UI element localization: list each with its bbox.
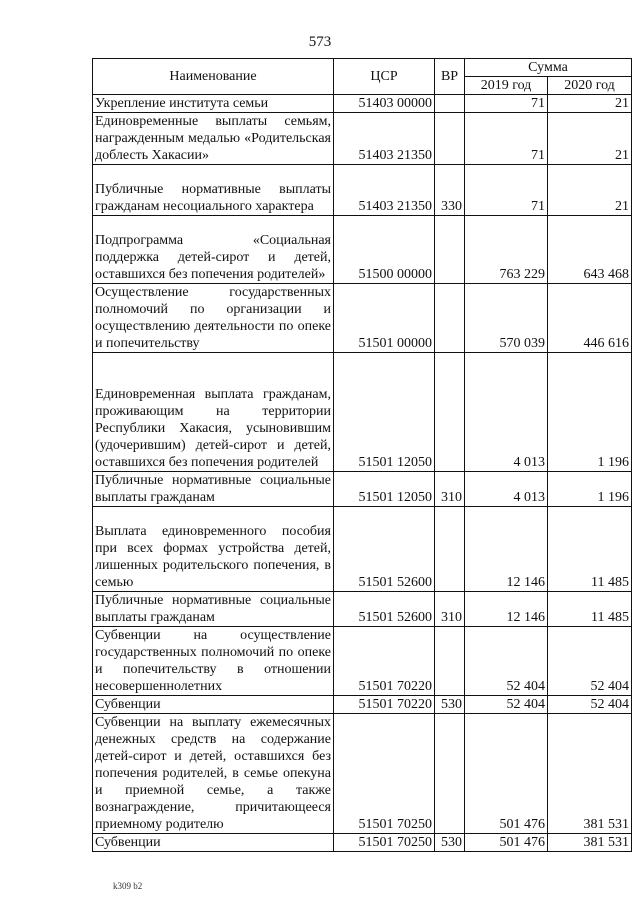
row-sum-2019: 52 404 xyxy=(465,627,548,696)
row-name: Публичные нормативные социальные выплаты гражданам xyxy=(93,592,334,627)
table-row xyxy=(93,472,632,507)
row-csr: 51501 00000 xyxy=(334,284,435,353)
row-vr xyxy=(435,95,465,113)
row-sum-2019: 501 476 xyxy=(465,834,548,852)
row-csr: 51500 00000 xyxy=(334,216,435,284)
table-row xyxy=(93,165,632,216)
row-name: Подпрограмма «Социальная поддержка детей-сирот и детей, оставшихся без попечения родителей» xyxy=(93,216,334,284)
row-vr xyxy=(435,507,465,592)
row-vr: 310 xyxy=(435,472,465,507)
row-name: Единовременные выплаты семьям, награжденным медалью «Родительская доблесть Хакасии» xyxy=(93,113,334,165)
row-sum-2019: 4 013 xyxy=(465,472,548,507)
header-2019: 2019 год xyxy=(465,77,548,95)
header-vr: ВР xyxy=(435,59,465,95)
row-vr xyxy=(435,353,465,472)
row-name: Единовременная выплата гражданам, проживающим на территории Республики Хакасия, усыновившим (удочерившим) детей-сирот и детей, оставшихся без попечения родителей xyxy=(93,353,334,472)
row-sum-2020: 643 468 xyxy=(548,216,632,284)
row-vr xyxy=(435,627,465,696)
row-sum-2020: 1 196 xyxy=(548,472,632,507)
table-row xyxy=(93,113,632,165)
row-sum-2019: 4 013 xyxy=(465,353,548,472)
row-vr xyxy=(435,284,465,353)
row-name: Субвенции на осуществление государственных полномочий по опеке и попечительству в отношении несовершеннолетних xyxy=(93,627,334,696)
row-csr: 51501 70220 xyxy=(334,627,435,696)
row-csr: 51501 52600 xyxy=(334,592,435,627)
row-sum-2019: 71 xyxy=(465,113,548,165)
table-row xyxy=(93,714,632,834)
table-row xyxy=(93,627,632,696)
header-name: Наименование xyxy=(93,59,334,95)
header-2020: 2020 год xyxy=(548,77,632,95)
row-sum-2020: 11 485 xyxy=(548,592,632,627)
row-sum-2019: 12 146 xyxy=(465,592,548,627)
row-csr: 51501 12050 xyxy=(334,353,435,472)
row-sum-2019: 52 404 xyxy=(465,696,548,714)
row-sum-2019: 12 146 xyxy=(465,507,548,592)
row-name: Публичные нормативные социальные выплаты гражданам xyxy=(93,472,334,507)
row-vr: 530 xyxy=(435,834,465,852)
budget-table xyxy=(92,58,632,852)
row-csr: 51501 70220 xyxy=(334,696,435,714)
row-vr xyxy=(435,216,465,284)
page-number: 573 xyxy=(308,34,332,50)
row-sum-2020: 446 616 xyxy=(548,284,632,353)
row-name: Субвенции xyxy=(93,834,334,852)
footer-code: k309 b2 xyxy=(113,881,143,891)
table-row xyxy=(93,696,632,714)
row-name: Укрепление института семьи xyxy=(93,95,334,113)
row-sum-2019: 71 xyxy=(465,95,548,113)
row-csr: 51501 52600 xyxy=(334,507,435,592)
row-csr: 51403 21350 xyxy=(334,165,435,216)
row-csr: 51403 00000 xyxy=(334,95,435,113)
row-sum-2019: 570 039 xyxy=(465,284,548,353)
row-sum-2020: 381 531 xyxy=(548,834,632,852)
table-row xyxy=(93,95,632,113)
row-name: Публичные нормативные выплаты гражданам несоциального характера xyxy=(93,165,334,216)
row-sum-2020: 21 xyxy=(548,95,632,113)
header-csr: ЦСР xyxy=(334,59,435,95)
table-header xyxy=(93,59,632,95)
row-csr: 51501 70250 xyxy=(334,834,435,852)
row-csr: 51403 21350 xyxy=(334,113,435,165)
row-csr: 51501 12050 xyxy=(334,472,435,507)
table-row xyxy=(93,592,632,627)
row-sum-2020: 21 xyxy=(548,113,632,165)
row-name: Выплата единовременного пособия при всех формах устройства детей, лишенных родительского попечения, в семью xyxy=(93,507,334,592)
table-row xyxy=(93,507,632,592)
table-row xyxy=(93,353,632,472)
row-name: Осуществление государственных полномочий по организации и осуществлению деятельности по опеке и попечительству xyxy=(93,284,334,353)
header-sum: Сумма xyxy=(465,59,632,77)
row-name: Субвенции на выплату ежемесячных денежных средств на содержание детей-сирот и детей, оставшихся без попечения родителей, в семье опекуна и приемной семье, а также вознаграждение, причитающееся приемному родителю xyxy=(93,714,334,834)
row-vr xyxy=(435,113,465,165)
table-row xyxy=(93,834,632,852)
row-sum-2020: 11 485 xyxy=(548,507,632,592)
row-sum-2020: 21 xyxy=(548,165,632,216)
row-sum-2019: 71 xyxy=(465,165,548,216)
row-name: Субвенции xyxy=(93,696,334,714)
row-sum-2020: 1 196 xyxy=(548,353,632,472)
row-sum-2020: 52 404 xyxy=(548,627,632,696)
table-row xyxy=(93,284,632,353)
row-vr: 330 xyxy=(435,165,465,216)
row-vr: 310 xyxy=(435,592,465,627)
row-sum-2019: 763 229 xyxy=(465,216,548,284)
row-vr xyxy=(435,714,465,834)
row-csr: 51501 70250 xyxy=(334,714,435,834)
row-vr: 530 xyxy=(435,696,465,714)
table-body xyxy=(93,95,632,852)
row-sum-2019: 501 476 xyxy=(465,714,548,834)
row-sum-2020: 52 404 xyxy=(548,696,632,714)
row-sum-2020: 381 531 xyxy=(548,714,632,834)
table-row xyxy=(93,216,632,284)
